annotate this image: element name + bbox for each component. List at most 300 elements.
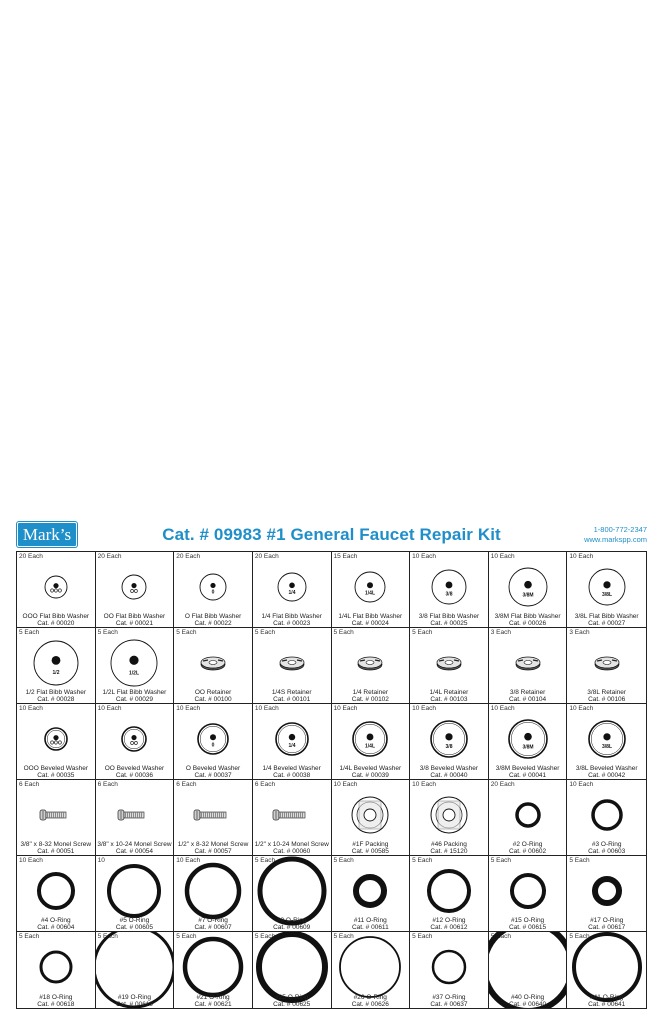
washer-size-label: 1/4L	[365, 743, 376, 749]
retainer-hole-shape	[209, 660, 217, 664]
part-cell	[174, 628, 253, 704]
part-cell	[96, 704, 175, 780]
part-quantity: 3 Each	[569, 629, 590, 636]
part-quantity: 10 Each	[97, 705, 122, 712]
part-cell	[567, 856, 646, 932]
part-cell	[253, 780, 332, 856]
washer-hole-shape	[210, 582, 215, 587]
oring-illustration	[332, 865, 408, 917]
part-name: #2 O-Ring	[512, 841, 543, 848]
part-catalog-number: Cat. # 00621	[194, 1001, 232, 1008]
part-quantity: 5 Each	[176, 933, 197, 940]
part-image	[410, 789, 488, 840]
part-name: 3/8L Retainer	[587, 689, 627, 696]
part-quantity: 10 Each	[333, 781, 358, 788]
part-image	[253, 789, 331, 840]
part-name: 3/8" x 10-24 Monel Screw	[97, 841, 172, 848]
part-catalog-number: Cat. # 00039	[351, 772, 389, 779]
part-image	[489, 713, 567, 764]
part-catalog-number: Cat. # 00612	[430, 924, 468, 931]
retainer-hole-shape	[445, 660, 453, 664]
washer-hole-shape	[524, 580, 532, 588]
part-image	[17, 789, 95, 840]
oring-shape	[574, 934, 640, 1000]
part-image	[410, 561, 488, 612]
part-cell	[253, 552, 332, 628]
part-catalog-number: Cat. # 00027	[588, 620, 626, 627]
part-image	[96, 713, 174, 764]
oring-illustration	[490, 865, 566, 917]
part-name: #25 O-Ring	[275, 994, 309, 1001]
oring-illustration	[569, 941, 645, 993]
part-name: #12 O-Ring	[432, 917, 466, 924]
retainer-illustration	[175, 637, 251, 689]
beveled-illustration	[254, 713, 330, 765]
retainer-hole-shape	[603, 660, 611, 664]
part-quantity: 5 Each	[333, 629, 354, 636]
part-image	[567, 637, 646, 688]
part-quantity: 5 Each	[254, 629, 276, 636]
part-cell	[96, 780, 175, 856]
washer-hole-shape	[51, 655, 60, 664]
flat-illustration	[411, 561, 487, 613]
part-name: 3/8 Retainer	[509, 689, 546, 696]
retainer-hole-shape	[366, 660, 374, 664]
part-quantity: 5 Each	[97, 629, 118, 636]
part-cell	[96, 552, 175, 628]
part-image	[17, 713, 95, 764]
part-cell	[253, 628, 332, 704]
oring-shape	[593, 801, 621, 829]
part-cell	[253, 704, 332, 780]
part-catalog-number: Cat. # 00626	[351, 1001, 389, 1008]
part-cell	[567, 552, 646, 628]
part-catalog-number: Cat. # 00021	[115, 620, 154, 627]
part-quantity: 5 Each	[412, 933, 433, 940]
part-name: 3/8 Flat Bibb Washer	[418, 613, 480, 620]
part-quantity: 10	[97, 857, 105, 864]
part-image	[17, 865, 95, 916]
part-cell	[567, 932, 646, 1008]
washer-hole-shape	[210, 734, 216, 740]
part-image	[96, 789, 174, 840]
washer-hole-shape	[445, 733, 452, 740]
part-catalog-number: Cat. # 00041	[508, 772, 547, 779]
part-cell	[410, 856, 489, 932]
part-quantity: 6 Each	[254, 781, 276, 788]
oring-shape	[433, 951, 465, 983]
part-name: OO Beveled Washer	[104, 765, 165, 772]
part-quantity: 6 Each	[97, 781, 118, 788]
part-quantity: 15 Each	[333, 553, 358, 560]
part-catalog-number: Cat. # 00618	[37, 1001, 75, 1008]
packing-hole-shape	[443, 809, 455, 821]
part-image	[17, 561, 95, 612]
website-link[interactable]: www.markspp.com	[584, 535, 647, 544]
part-catalog-number: Cat. # 00585	[351, 848, 389, 855]
part-quantity: 10 Each	[176, 857, 201, 864]
screw-illustration	[254, 789, 330, 841]
part-cell	[489, 552, 568, 628]
part-name: 1/4 Flat Bibb Washer	[261, 613, 322, 620]
oring-shape	[517, 804, 539, 826]
part-image	[96, 865, 174, 916]
part-catalog-number: Cat. # 00036	[115, 772, 154, 779]
part-name: #9 O-Ring	[276, 917, 307, 924]
oring-shape	[39, 874, 73, 908]
page-title: Cat. # 09983 #1 General Faucet Repair Kit	[162, 525, 501, 544]
part-name: #21 O-Ring	[196, 994, 230, 1001]
beveled-illustration	[96, 713, 172, 765]
packing-hole-shape	[364, 809, 376, 821]
part-name: 1/4S Retainer	[271, 689, 312, 696]
retainer-illustration	[490, 637, 566, 689]
part-name: 3/8L Flat Bibb Washer	[574, 613, 639, 620]
part-image	[567, 713, 646, 764]
part-cell	[17, 704, 96, 780]
part-image	[96, 561, 174, 612]
part-quantity: 10 Each	[569, 553, 594, 560]
oring-illustration	[18, 865, 94, 917]
oring-shape	[259, 934, 325, 1000]
part-quantity: 20 Each	[176, 553, 201, 560]
part-cell	[174, 856, 253, 932]
part-catalog-number: Cat. # 00024	[351, 620, 389, 627]
part-catalog-number: Cat. # 00640	[508, 1001, 547, 1008]
beveled-illustration	[175, 713, 251, 765]
part-image	[489, 941, 567, 993]
part-cell	[410, 628, 489, 704]
part-catalog-number: Cat. # 00602	[508, 848, 547, 855]
oring-shape	[340, 937, 400, 997]
part-quantity: 20 Each	[254, 553, 279, 560]
part-catalog-number: Cat. # 00023	[273, 620, 311, 627]
part-cell	[332, 628, 411, 704]
washer-hole-shape	[367, 733, 374, 740]
part-catalog-number: Cat. # 00637	[430, 1001, 468, 1008]
part-image	[174, 637, 252, 688]
part-quantity: 5 Each	[254, 933, 276, 940]
part-name: 3/8" x 8-32 Monel Screw	[20, 841, 92, 848]
part-catalog-number: Cat. # 00057	[194, 848, 232, 855]
part-name: OO Retainer	[194, 689, 232, 696]
part-catalog-number: Cat. # 00104	[508, 696, 547, 703]
part-quantity: 10 Each	[412, 781, 436, 788]
part-catalog-number: Cat. # 00611	[351, 924, 389, 931]
part-cell	[567, 780, 646, 856]
screw-illustration	[96, 789, 172, 841]
part-quantity: 10 Each	[569, 705, 594, 712]
part-cell	[96, 932, 175, 1008]
retainer-hole-shape	[524, 660, 532, 664]
parts-grid	[16, 551, 647, 1009]
flat-illustration	[96, 561, 172, 613]
part-cell	[567, 628, 646, 704]
oring-illustration	[411, 865, 487, 917]
washer-size-label: OO	[130, 588, 139, 595]
oring-shape	[109, 866, 159, 916]
flat-illustration	[18, 561, 94, 613]
part-cell	[489, 932, 568, 1008]
part-catalog-number: Cat. # 00617	[588, 924, 626, 931]
part-catalog-number: Cat. # 00026	[508, 620, 547, 627]
part-catalog-number: Cat. # 00022	[194, 620, 232, 627]
part-name: #1F Packing	[352, 841, 389, 848]
part-quantity: 5 Each	[97, 933, 118, 940]
part-name: OO Flat Bibb Washer	[103, 613, 166, 620]
part-catalog-number: Cat. # 00103	[430, 696, 468, 703]
oring-shape	[512, 875, 544, 907]
part-catalog-number: Cat. # 15120	[430, 848, 468, 855]
part-image	[410, 637, 488, 688]
part-cell	[174, 552, 253, 628]
part-image	[489, 865, 567, 916]
part-catalog-number: Cat. # 00607	[194, 924, 232, 931]
oring-illustration	[254, 865, 330, 917]
part-cell	[96, 628, 175, 704]
part-catalog-number: Cat. # 00038	[273, 772, 311, 779]
part-cell	[332, 552, 411, 628]
part-cell	[332, 780, 411, 856]
part-quantity: 10 Each	[490, 553, 515, 560]
part-image	[489, 561, 567, 612]
part-quantity: 5 Each	[176, 629, 197, 636]
part-name: 3/8 Beveled Washer	[419, 765, 479, 772]
part-image	[17, 941, 95, 993]
part-name: O Flat Bibb Washer	[184, 613, 242, 620]
washer-size-label: 1/4	[288, 589, 296, 596]
part-catalog-number: Cat. # 00035	[37, 772, 75, 779]
part-name: 3/8L Beveled Washer	[575, 765, 638, 772]
part-image	[253, 941, 331, 993]
part-image	[489, 637, 567, 688]
washer-hole-shape	[53, 583, 58, 588]
oring-shape	[429, 871, 469, 911]
part-catalog-number: Cat. # 00029	[115, 696, 154, 703]
part-name: #11 O-Ring	[353, 917, 387, 924]
oring-illustration	[96, 941, 172, 993]
washer-hole-shape	[603, 733, 610, 740]
part-name: O Beveled Washer	[185, 765, 241, 772]
oring-illustration	[569, 865, 645, 917]
oring-illustration	[175, 941, 251, 993]
part-name: 1/2 Flat Bibb Washer	[25, 689, 87, 696]
part-catalog-number: Cat. # 00040	[430, 772, 468, 779]
part-name: 1/4L Retainer	[429, 689, 469, 696]
washer-hole-shape	[603, 581, 610, 588]
flat-illustration	[175, 561, 251, 613]
part-cell	[17, 856, 96, 932]
flat-illustration	[96, 637, 172, 689]
part-quantity: 5 Each	[412, 857, 433, 864]
part-name: OOO Flat Bibb Washer	[22, 613, 90, 620]
part-cell	[253, 932, 332, 1008]
beveled-illustration	[411, 713, 487, 765]
part-image	[96, 941, 174, 993]
oring-shape	[41, 952, 71, 982]
part-name: #40 O-Ring	[510, 994, 545, 1001]
part-quantity: 6 Each	[19, 781, 40, 788]
flat-illustration	[332, 561, 408, 613]
part-name: 1/4 Beveled Washer	[262, 765, 321, 772]
part-quantity: 10 Each	[333, 705, 358, 712]
part-name: #17 O-Ring	[590, 917, 624, 924]
oring-illustration	[490, 941, 566, 993]
part-quantity: 10 Each	[19, 857, 43, 864]
part-catalog-number: Cat. # 00028	[37, 696, 75, 703]
part-image	[332, 561, 410, 612]
part-cell	[410, 932, 489, 1008]
part-catalog-number: Cat. # 00060	[273, 848, 311, 855]
part-name: 1/4 Retainer	[352, 689, 389, 696]
part-catalog-number: Cat. # 00641	[588, 1001, 626, 1008]
part-image	[410, 713, 488, 764]
part-catalog-number: Cat. # 00054	[115, 848, 154, 855]
part-cell	[17, 780, 96, 856]
part-image	[174, 561, 252, 612]
part-image	[174, 789, 252, 840]
screw-illustration	[18, 789, 94, 841]
part-catalog-number: Cat. # 00619	[115, 1001, 154, 1008]
retainer-hole-shape	[288, 660, 296, 664]
washer-size-label: 3/8	[445, 743, 453, 750]
part-image	[96, 637, 174, 688]
part-catalog-number: Cat. # 00603	[588, 848, 626, 855]
part-cell	[174, 780, 253, 856]
part-image	[489, 789, 567, 840]
part-cell	[332, 704, 411, 780]
washer-hole-shape	[367, 582, 373, 588]
washer-hole-shape	[132, 734, 137, 739]
part-image	[253, 561, 331, 612]
oring-illustration	[332, 941, 408, 993]
flat-illustration	[569, 561, 645, 613]
part-image	[410, 941, 488, 993]
washer-size-label: OOO	[49, 740, 62, 746]
part-image	[567, 941, 646, 993]
part-quantity: 6 Each	[176, 781, 197, 788]
part-cell	[410, 780, 489, 856]
part-cell	[96, 856, 175, 932]
part-image	[567, 789, 646, 840]
part-catalog-number: Cat. # 00102	[351, 696, 389, 703]
oring-illustration	[254, 941, 330, 993]
oring-illustration	[175, 865, 251, 917]
beveled-illustration	[490, 713, 566, 765]
part-name: #26 O-Ring	[353, 994, 387, 1001]
part-image	[332, 713, 410, 764]
contact-info	[584, 525, 647, 545]
packing-illustration	[411, 789, 487, 841]
part-catalog-number: Cat. # 00605	[115, 924, 154, 931]
oring-shape	[595, 879, 619, 903]
part-image	[17, 637, 95, 688]
part-catalog-number: Cat. # 00037	[194, 772, 232, 779]
washer-size-label: 3/8M	[522, 592, 534, 598]
part-image	[332, 941, 410, 993]
part-quantity: 5 Each	[412, 629, 433, 636]
part-cell	[17, 932, 96, 1008]
part-cell	[253, 856, 332, 932]
washer-size-label: 3/8L	[601, 743, 612, 750]
part-quantity: 10 Each	[254, 705, 279, 712]
part-name: 1/4L Flat Bibb Washer	[338, 613, 403, 620]
washer-size-label: 1/4L	[365, 590, 376, 596]
part-quantity: 10 Each	[412, 705, 436, 712]
packing-illustration	[332, 789, 408, 841]
part-quantity: 20 Each	[97, 553, 122, 560]
part-quantity: 5 Each	[19, 933, 40, 940]
part-cell	[410, 704, 489, 780]
part-quantity: 20 Each	[490, 781, 515, 788]
oring-illustration	[96, 865, 172, 917]
part-image	[253, 637, 331, 688]
part-image	[174, 713, 252, 764]
oring-illustration	[490, 789, 566, 841]
oring-illustration	[569, 789, 645, 841]
part-image	[174, 941, 252, 993]
washer-size-label: 1/4	[288, 742, 296, 749]
part-quantity: 5 Each	[333, 857, 354, 864]
flat-illustration	[254, 561, 330, 613]
washer-size-label: 1/2L	[129, 670, 140, 676]
part-catalog-number: Cat. # 00625	[273, 1001, 311, 1008]
part-quantity: 3 Each	[490, 629, 511, 636]
washer-size-label: 0	[211, 589, 215, 595]
washer-hole-shape	[446, 581, 453, 588]
part-name: #46 Packing	[431, 841, 467, 848]
part-image	[332, 865, 410, 916]
part-name: #3 O-Ring	[591, 841, 622, 848]
part-name: #5 O-Ring	[119, 917, 150, 924]
washer-hole-shape	[130, 655, 139, 664]
part-quantity: 5 Each	[569, 857, 590, 864]
beveled-illustration	[569, 713, 645, 765]
flat-illustration	[490, 561, 566, 613]
part-cell	[410, 552, 489, 628]
part-cell	[489, 628, 568, 704]
part-quantity: 5 Each	[254, 857, 276, 864]
part-quantity: 5 Each	[569, 933, 590, 940]
oring-illustration	[18, 941, 94, 993]
part-quantity: 5 Each	[490, 933, 511, 940]
part-catalog-number: Cat. # 00020	[37, 620, 75, 627]
part-cell	[174, 704, 253, 780]
washer-size-label: 3/8M	[522, 744, 534, 750]
catalog-header	[16, 521, 647, 549]
part-catalog-number: Cat. # 00101	[273, 696, 311, 703]
part-name: 3/8M Beveled Washer	[495, 765, 560, 772]
oring-illustration	[411, 941, 487, 993]
part-catalog-number: Cat. # 00615	[508, 924, 547, 931]
washer-size-label: 1/2	[52, 669, 60, 676]
part-name: #4 O-Ring	[41, 917, 71, 924]
phone-number: 1-800-772-2347	[593, 525, 647, 534]
part-image	[332, 637, 410, 688]
part-image	[567, 865, 646, 916]
part-image	[174, 865, 252, 916]
part-quantity: 5 Each	[490, 857, 511, 864]
part-quantity: 10 Each	[412, 553, 436, 560]
part-quantity: 5 Each	[333, 933, 354, 940]
part-quantity: 10 Each	[176, 705, 201, 712]
part-cell	[332, 932, 411, 1008]
retainer-illustration	[569, 637, 645, 689]
part-catalog-number: Cat. # 00604	[37, 924, 75, 931]
oring-shape	[187, 865, 239, 917]
part-catalog-number: Cat. # 00051	[37, 848, 75, 855]
part-catalog-number: Cat. # 00042	[588, 772, 626, 779]
